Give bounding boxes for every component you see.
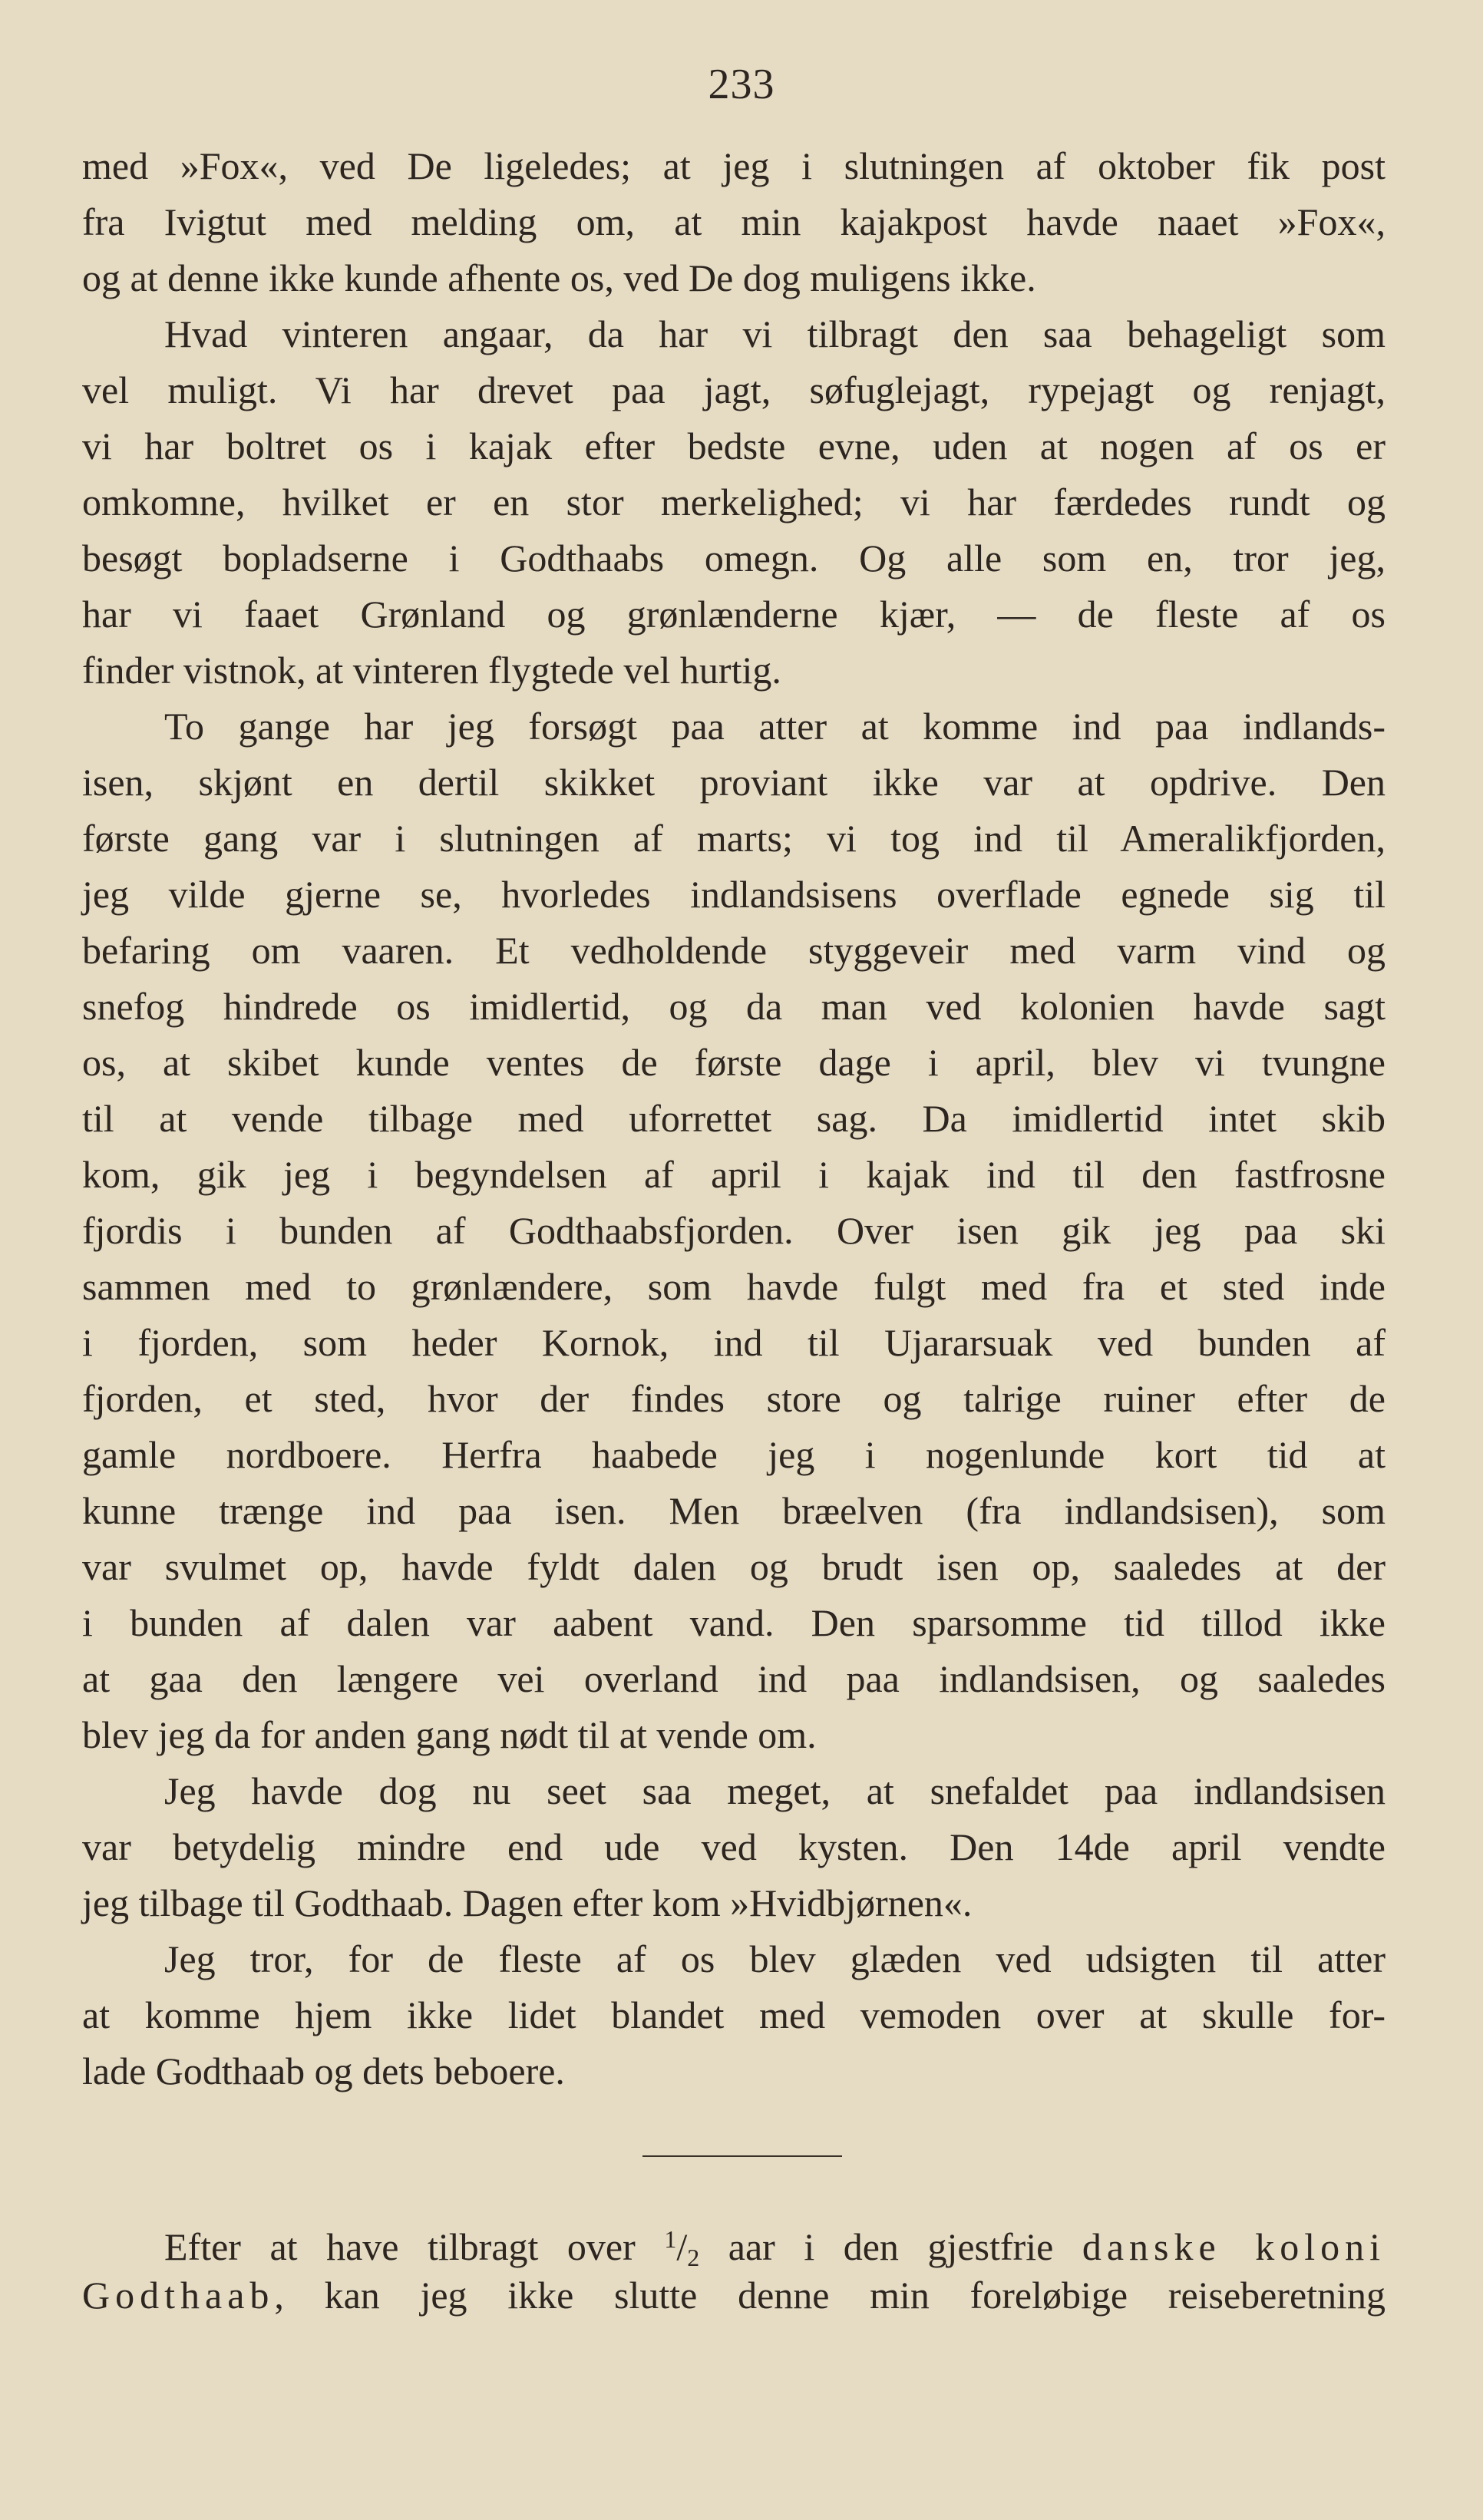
paragraph bbox=[82, 1931, 1386, 2099]
paragraph bbox=[82, 138, 1386, 306]
text-line: befaring om vaaren. Et vedholdende styggeveir med varm vind og bbox=[82, 929, 1386, 972]
text-line: fjorden, et sted, hvor der findes store og talrige ruiner efter de bbox=[82, 1377, 1386, 1420]
fraction-numerator: 1 bbox=[664, 2225, 677, 2253]
text-line: første gang var i slutningen af marts; vi tog ind til Ameralikfjorden, bbox=[82, 817, 1386, 860]
text-run: , kan jeg ikke slutte denne min foreløbige reiseberetning bbox=[274, 2274, 1386, 2317]
text-line: vel muligt. Vi har drevet paa jagt, søfuglejagt, rypejagt og renjagt, bbox=[82, 368, 1386, 411]
text-line: Hvad vinteren angaar, da har vi tilbragt den saa behageligt som bbox=[164, 312, 1386, 355]
text-line: var betydelig mindre end ude ved kysten. Den 14de april vendte bbox=[82, 1825, 1386, 1868]
text-line: med »Fox«, ved De ligeledes; at jeg i slutningen af oktober fik post bbox=[82, 144, 1386, 187]
text-run: Efter at have tilbragt over bbox=[164, 2225, 665, 2268]
text-line: Efter at have tilbragt over $^1/_2$ aar i den gjestfrie danske koloni bbox=[164, 2225, 1386, 2271]
paragraph bbox=[82, 699, 1386, 1763]
text-line: til at vende tilbage med uforrettet sag. Da imidlertid intet skib bbox=[82, 1097, 1386, 1140]
text-line: og at denne ikke kunde afhente os, ved De dog muligens ikke. bbox=[82, 256, 1036, 299]
text-line: var svulmet op, havde fyldt dalen og brudt isen op, saaledes at der bbox=[82, 1545, 1386, 1588]
text-line: sammen med to grønlændere, som havde fulgt med fra et sted inde bbox=[82, 1265, 1386, 1308]
text-line: finder vistnok, at vinteren flygtede vel hurtig. bbox=[82, 649, 781, 692]
text-line: fjordis i bunden af Godthaabsfjorden. Over isen gik jeg paa ski bbox=[82, 1209, 1386, 1252]
text-line: os, at skibet kunde ventes de første dage i april, blev vi tvungne bbox=[82, 1041, 1386, 1084]
text-line: isen, skjønt en dertil skikket proviant ikke var at opdrive. Den bbox=[82, 761, 1386, 804]
text-line: To gange har jeg forsøgt paa atter at komme ind paa indlands- bbox=[164, 705, 1386, 748]
text-line: jeg vilde gjerne se, hvorledes indlandsisens overflade egnede sig til bbox=[82, 873, 1386, 916]
paragraph bbox=[82, 1763, 1386, 1931]
text-line: har vi faaet Grønland og grønlænderne kjær, — de fleste af os bbox=[82, 593, 1386, 636]
page-number: 233 bbox=[708, 61, 775, 108]
text-line: fra Ivigtut med melding om, at min kajakpost havde naaet »Fox«, bbox=[82, 200, 1386, 243]
body-text bbox=[82, 138, 1386, 2323]
text-run: aar i den gjestfrie bbox=[699, 2225, 1082, 2268]
text-line: blev jeg da for anden gang nødt til at vende om. bbox=[82, 1713, 817, 1756]
text-line: i fjorden, som heder Kornok, ind til Ujararsuak ved bunden af bbox=[82, 1321, 1386, 1364]
paragraph bbox=[82, 306, 1386, 699]
text-line: Jeg havde dog nu seet saa meget, at snefaldet paa indlandsisen bbox=[164, 1769, 1386, 1812]
section-separator-row bbox=[82, 2099, 1386, 2211]
text-line: omkomne, hvilket er en stor merkelighed; vi har færdedes rundt og bbox=[82, 481, 1386, 523]
text-line: Jeg tror, for de fleste af os blev glæden ved udsigten til atter bbox=[164, 1937, 1386, 1980]
text-line: kom, gik jeg i begyndelsen af april i kajak ind til den fastfrosne bbox=[82, 1153, 1386, 1196]
text-line: snefog hindrede os imidlertid, og da man ved kolonien havde sagt bbox=[82, 985, 1386, 1028]
text-line bbox=[82, 2267, 1386, 2323]
text-line: jeg tilbage til Godthaab. Dagen efter kom »Hvidbjørnen«. bbox=[82, 1881, 973, 1924]
fraction-denominator: 2 bbox=[687, 2244, 700, 2271]
text-line: lade Godthaab og dets beboere. bbox=[82, 2049, 565, 2092]
text-line: at gaa den længere vei overland ind paa indlandsisen, og saaledes bbox=[82, 1657, 1386, 1700]
text-line: i bunden af dalen var aabent vand. Den sparsomme tid tillod ikke bbox=[82, 1601, 1386, 1644]
text-line: at komme hjem ikke lidet blandet med vemoden over at skulle for- bbox=[82, 1993, 1386, 2036]
section-separator bbox=[642, 2155, 842, 2157]
closing-paragraph bbox=[82, 2211, 1386, 2323]
text-line: kunne trænge ind paa isen. Men bræelven (fra indlandsisen), som bbox=[82, 1489, 1386, 1532]
spaced-text: danske koloni bbox=[1082, 2225, 1386, 2268]
text-line: vi har boltret os i kajak efter bedste evne, uden at nogen af os er bbox=[82, 424, 1386, 467]
text-line: besøgt bopladserne i Godthaabs omegn. Og alle som en, tror jeg, bbox=[82, 537, 1386, 580]
spaced-text: Godthaab bbox=[82, 2274, 275, 2317]
text-line: gamle nordboere. Herfra haabede jeg i nogenlunde kort tid at bbox=[82, 1433, 1386, 1476]
